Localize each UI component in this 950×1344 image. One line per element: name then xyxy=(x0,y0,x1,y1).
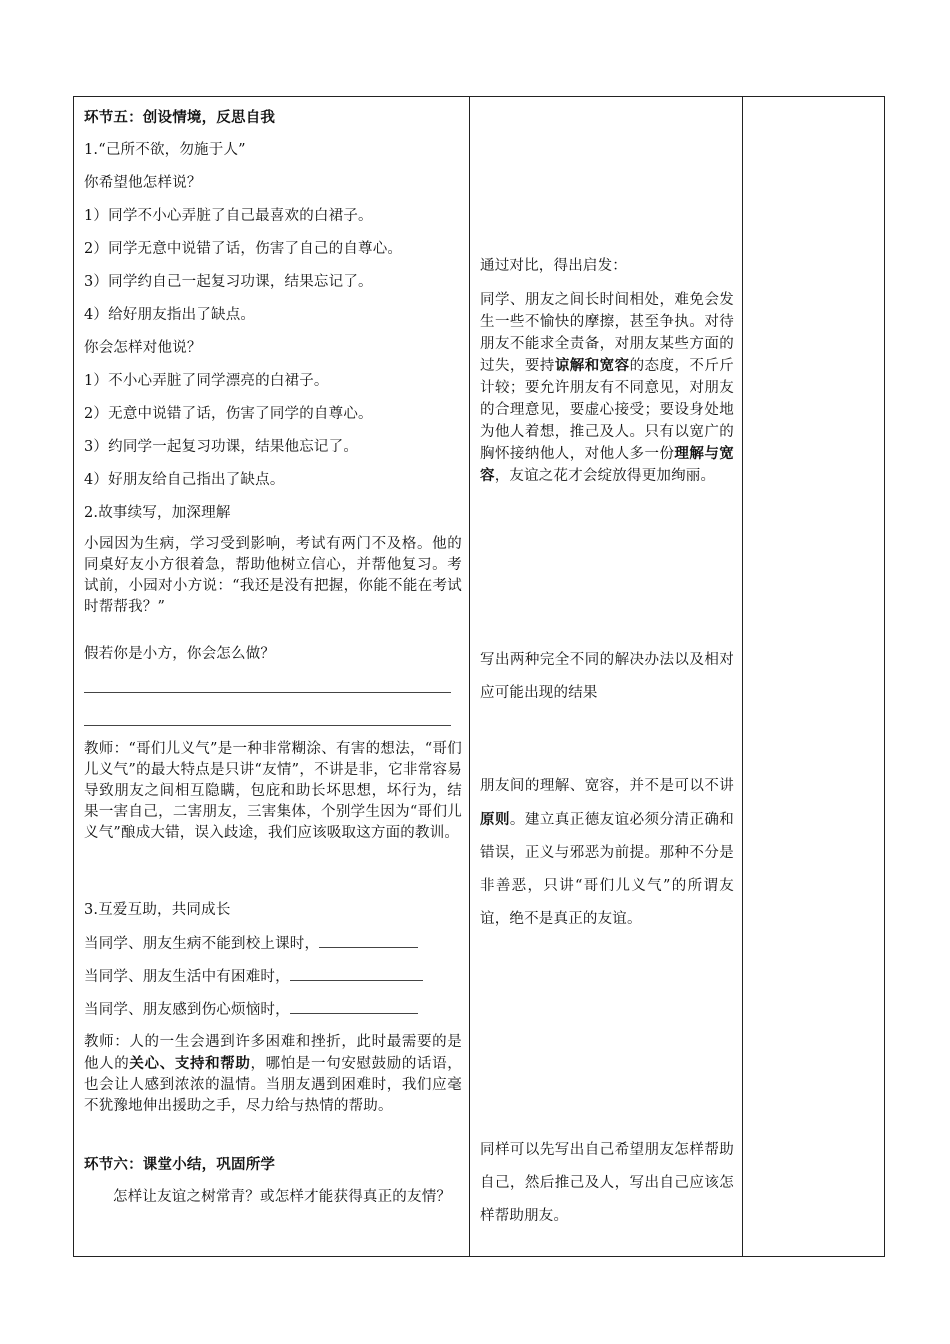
write-two-note: 写出两种完全不同的解决办法以及相对应可能出现的结果 xyxy=(480,652,734,701)
notes-column xyxy=(743,97,884,1256)
fill-blank[interactable] xyxy=(290,999,418,1014)
item-2-title: 2.故事续写，加深理解 xyxy=(84,505,231,521)
teacher-note-1: 教师：“哥们儿义气”是一种非常糊涂、有害的想法，“哥们儿义气”的最大特点是只讲“友情”，不讲是非，它非常容易导致朋友之间相互隐瞒，包庇和助长坏思想，坏行为，结果一害自己，二害朋友，三害集体，个别学生因为“哥们儿义气”酿成大错，误入歧途，我们应该吸取这方面的教训。 xyxy=(84,741,462,841)
fill-item: 当同学、朋友生病不能到校上课时， xyxy=(84,933,418,955)
section-heading-6: 环节六：课堂小结，巩固所学 xyxy=(84,1156,276,1173)
say-item: 3）约同学一起复习功课，结果他忘记了。 xyxy=(84,439,359,455)
answer-line[interactable] xyxy=(84,725,451,726)
story-question: 假若你是小方，你会怎么做？ xyxy=(84,646,276,662)
likewise-note: 同样可以先写出自己希望朋友怎样帮助自己，然后推己及人，写出自己应该怎样帮助朋友。 xyxy=(480,1142,734,1224)
item-1-title: 1.“己所不欲，勿施于人” xyxy=(84,142,246,158)
say-item: 1）不小心弄脏了同学漂亮的白裙子。 xyxy=(84,373,329,389)
hope-item: 4）给好朋友指出了缺点。 xyxy=(84,307,256,323)
compare-note: 通过对比，得出启发： xyxy=(480,258,627,274)
fill-item: 当同学、朋友生活中有困难时， xyxy=(84,966,423,988)
principle-text: 朋友间的理解、宽容，并不是可以不讲原则。建立真正德友谊必须分清正确和错误，正义与邪恶为前提。那种不分是非善恶，只讲“哥们儿义气”的所谓友谊，绝不是真正的友谊。 xyxy=(480,778,735,927)
lesson-table xyxy=(73,96,885,1257)
teacher-note-2: 教师：人的一生会遇到许多困难和挫折，此时最需要的是他人的关心、支持和帮助，哪怕是一句安慰鼓励的话语，也会让人感到浓浓的温情。当朋友遇到困难时，我们应毫不犹豫地伸出援助之手，尽力给与热情的帮助。 xyxy=(84,1034,462,1114)
story-text: 小园因为生病，学习受到影响，考试有两门不及格。他的同桌好友小方很着急，帮助他树立信心，并帮他复习。考试前，小园对小方说：“我还是没有把握，你能不能在考试时帮帮我？” xyxy=(84,536,462,615)
say-item: 4）好朋友给自己指出了缺点。 xyxy=(84,472,285,488)
answer-line[interactable] xyxy=(84,692,451,693)
hope-item: 1）同学不小心弄脏了自己最喜欢的白裙子。 xyxy=(84,208,373,224)
insight-text: 同学、朋友之间长时间相处，难免会发生一些不愉快的摩擦，甚至争执。对待朋友不能求全责备，对朋友某些方面的过失，要持谅解和宽容的态度，不斤斤计较；要允许朋友有不同意见，对朋友的合理意见，要虚心接受；要设身处地为他人着想，推己及人。只有以宽广的胸怀接纳他人，对他人多一份理解与宽容，友谊之花才会绽放得更加绚丽。 xyxy=(480,292,734,484)
item-3-title: 3.互爱互助，共同成长 xyxy=(84,902,231,918)
hope-item: 2）同学无意中说错了话，伤害了自己的自尊心。 xyxy=(84,241,403,257)
section-heading-5: 环节五：创设情境，反思自我 xyxy=(84,109,276,126)
fill-blank[interactable] xyxy=(290,966,423,981)
column-divider xyxy=(469,97,470,1256)
say-item: 2）无意中说错了话，伤害了同学的自尊心。 xyxy=(84,406,373,422)
fill-blank[interactable] xyxy=(319,933,418,948)
question-hope: 你希望他怎样说？ xyxy=(84,175,202,191)
hope-item: 3）同学约自己一起复习功课，结果忘记了。 xyxy=(84,274,373,290)
fill-item: 当同学、朋友感到伤心烦恼时， xyxy=(84,999,418,1021)
summary-question: 怎样让友谊之树常青？或怎样才能获得真正的友情？ xyxy=(113,1189,452,1205)
question-say: 你会怎样对他说？ xyxy=(84,340,202,356)
